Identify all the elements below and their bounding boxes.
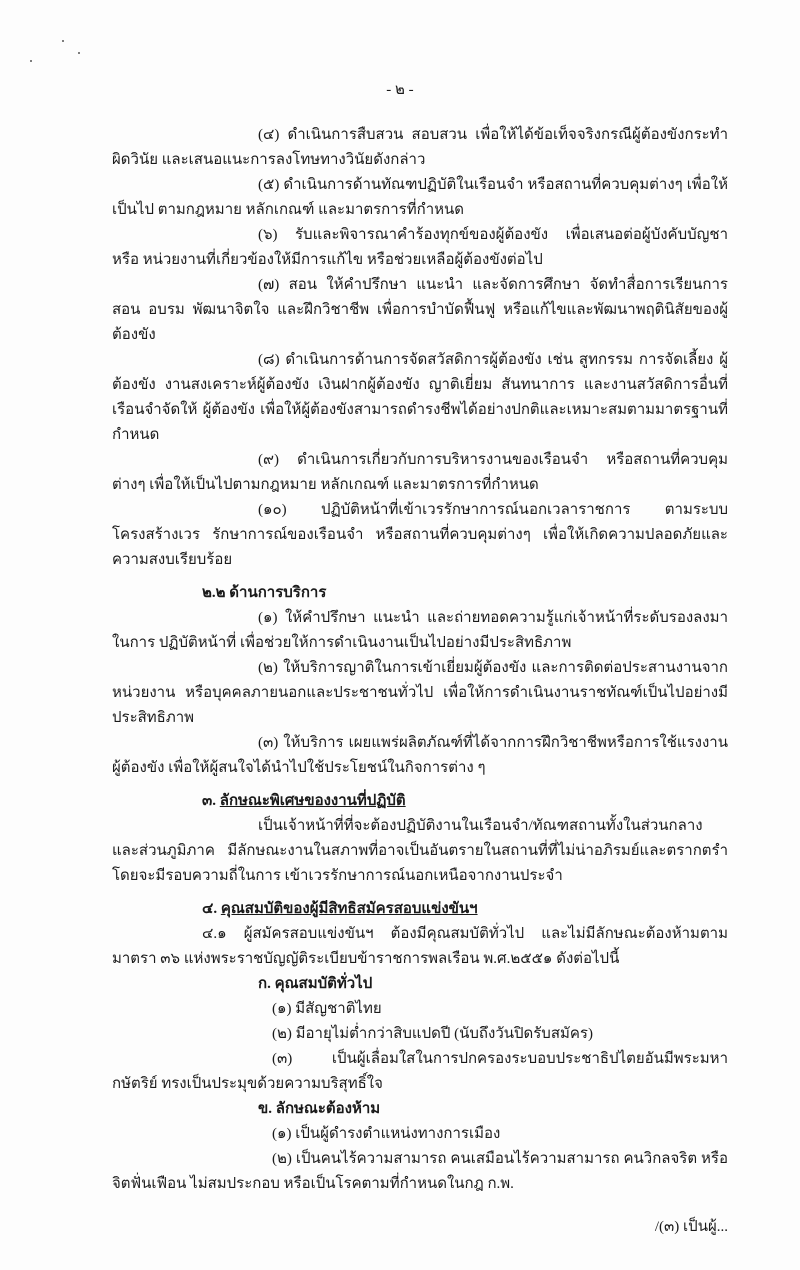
section-4-intro-line: ๔.๑ ผู้สมัครสอบแข่งขันฯ ต้องมีคุณสมบัติทั่วไป และไม่มีลักษณะต้องห้ามตามมาตรา ๓๖ [112,926,728,967]
duty-item-5-cont: ตามกฎหมาย หลักเกณฑ์ และมาตรการที่กำหนด [157,202,465,218]
service-item-1-cont: ปฏิบัติหน้าที่ เพื่อช่วยให้การดำเนินงานเป็นไปอย่างมีประสิทธิภาพ [158,635,572,651]
prohibited-item [112,1147,728,1197]
section-4-title: คุณสมบัติของผู้มีสิทธิสมัครสอบแข่งขันฯ [220,901,478,917]
general-qualifications-heading: ก. คุณสมบัติทั่วไป [258,976,373,992]
section-3-body [112,814,728,889]
service-item-3 [112,731,728,781]
section-3-body-line: เป็นเจ้าหน้าที่ที่จะต้องปฏิบัติงานในเรือนจำ/ทัณฑสถานทั้งในส่วนกลางและส่วนภูมิภาค [112,818,703,859]
section-4-intro [112,922,728,972]
general-qualification-item: (๑) มีสัญชาติไทย [272,1001,382,1017]
duty-item-10-line: (๑๐) ปฏิบัติหน้าที่เข้าเวรรักษาการณ์นอกเวลาราชการ ตามระบบโครงสร้างเวร [112,502,728,543]
service-heading: ๒.๒ ด้านการบริการ [202,585,327,601]
service-item-3-line: (๓) ให้บริการ เผยแพร่ผลิตภัณฑ์ที่ได้จากการฝึกวิชาชีพหรือการใช้แรงงานผู้ต้องขัง [112,735,728,776]
duty-item-7-line: (๗) สอน ให้คำปรึกษา แนะนำ และจัดการศึกษา จัดทำสื่อการเรียนการสอน อบรม [112,277,728,318]
duty-item-9 [112,448,728,498]
duty-item-6 [112,223,728,273]
general-qualification-line: (๓) เป็นผู้เลื่อมใสในการปกครองระบอบประชาธิปไตยอันมีพระมหากษัตริย์ [112,1051,728,1092]
general-qualification-item-cont: ทรงเป็นประมุขด้วยความบริสุทธิ์ใจ [161,1076,383,1092]
section-4-number: ๔. [202,901,218,917]
continuation-marker: /(๓) เป็นผู้... [654,1219,728,1235]
section-3-title: ลักษณะพิเศษของงานที่ปฏิบัติ [219,793,406,809]
section-3-body-line: มีลักษณะงานในสภาพที่อาจเป็นอันตรายในสถานที่ที่ไม่น่าอภิรมย์และตรากตรำ โดยจะมีรอบความถี่ในการ [112,843,728,884]
duty-item-6-cont: หน่วยงานที่เกี่ยวข้องให้มีการแก้ไข หรือช่วยเหลือผู้ต้องขังต่อไป [142,252,543,268]
page-number: - ๒ - [386,82,414,98]
service-item-2 [112,656,728,731]
duty-item-4-cont: และเสนอแนะการลงโทษทางวินัยดังกล่าว [161,152,426,168]
duty-item-7 [112,273,728,348]
duty-item-5 [112,173,728,223]
duty-item-5-line: (๕) ดำเนินการด้านทัณฑปฏิบัติในเรือนจำ หรือสถานที่ควบคุมต่างๆ เพื่อให้เป็นไป [112,177,728,218]
duty-item-6-line: (๖) รับและพิจารณาคำร้องทุกข์ของผู้ต้องขัง เพื่อเสนอต่อผู้บังคับบัญชา หรือ [112,227,728,268]
general-qualification-item: (๒) มีอายุไม่ต่ำกว่าสิบแปดปี (นับถึงวันปิดรับสมัคร) [272,1026,593,1042]
service-item-1 [112,606,728,656]
service-item-2-cont: หรือบุคคลภายนอกและประชาชนทั่วไป เพื่อให้การดำเนินงานราชทัณฑ์เป็นไปอย่างมีประสิทธิภาพ [112,685,729,726]
duty-item-8-cont: ผู้ต้องขัง เพื่อให้ผู้ต้องขังสามารถดำรงชีพได้อย่างปกติและเหมาะสมตามมาตรฐานที่กำหนด [112,402,728,443]
service-item-1-line: (๑) ให้คำปรึกษา แนะนำ และถ่ายทอดความรู้แก่เจ้าหน้าที่ระดับรองลงมาในการ [112,610,728,651]
section-3-heading [112,789,728,814]
duty-item-10 [112,498,728,573]
duty-item-8-cont: ผู้ต้องขัง งานสงเคราะห์ผู้ต้องขัง เงินฝากผู้ต้องขัง ญาติเยี่ยม สันทนาการ และงานสวัสดิการอื่นที่เรือนจำจัดให้ [112,352,729,418]
section-3-body-line: เข้าเวรรักษาการณ์นอกเหนือจากงานประจำ [284,868,563,884]
section-3-number: ๓. [202,793,217,809]
duty-item-10-cont: รักษาการณ์ของเรือนจำ หรือสถานที่ควบคุมต่างๆ เพื่อให้เกิดความปลอดภัยและความสงบเรียบร้อย [112,527,728,568]
duty-item-9-cont: เพื่อให้เป็นไปตามกฎหมาย หลักเกณฑ์ และมาตรการที่กำหนด [149,477,539,493]
scan-speck [30,60,32,62]
prohibited-item: (๑) เป็นผู้ดำรงตำแหน่งทางการเมือง [272,1126,501,1142]
duty-item-8-line: (๘) ดำเนินการด้านการจัดสวัสดิการผู้ต้องขัง เช่น สูทกรรม การจัดเลี้ยง [258,352,714,368]
section-4-heading [112,897,728,922]
duty-item-8 [112,348,728,448]
service-item-3-cont: เพื่อให้ผู้สนใจได้นำไปใช้ประโยชน์ในกิจการต่าง ๆ [168,760,486,776]
prohibited-item-line: (๒) เป็นคนไร้ความสามารถ คนเสมือนไร้ความสามารถ คนวิกลจริต หรือจิตฟั่นเฟือน [112,1151,728,1192]
prohibited-heading: ข. ลักษณะต้องห้าม [258,1101,381,1117]
scan-speck [78,52,80,54]
scan-speck [62,40,64,42]
duty-item-4 [112,123,728,173]
section-4-intro-cont: แห่งพระราชบัญญัติระเบียบข้าราชการพลเรือน พ.ศ.๒๕๕๑ ดังต่อไปนี้ [183,951,620,967]
prohibited-item-cont: ไม่สมประกอบ หรือเป็นโรคตามที่กำหนดในกฎ ก.พ. [190,1176,514,1192]
service-item-2-line: (๒) ให้บริการญาติในการเข้าเยี่ยมผู้ต้องขัง และการติดต่อประสานงานจากหน่วยงาน [112,660,728,701]
duty-item-7-cont: พัฒนาจิตใจ และฝึกวิชาชีพ เพื่อการบำบัดฟื้นฟู หรือแก้ไขและพัฒนาพฤตินิสัยของผู้ต้องขัง [112,302,728,343]
general-qualification-item [112,1047,728,1097]
duty-item-4-line: (๔) ดำเนินการสืบสวน สอบสวน เพื่อให้ได้ข้อเท็จจริงกรณีผู้ต้องขังกระทำผิดวินัย [112,127,728,168]
duty-item-9-line: (๙) ดำเนินการเกี่ยวกับการบริหารงานของเรือนจำ หรือสถานที่ควบคุมต่างๆ [112,452,728,493]
